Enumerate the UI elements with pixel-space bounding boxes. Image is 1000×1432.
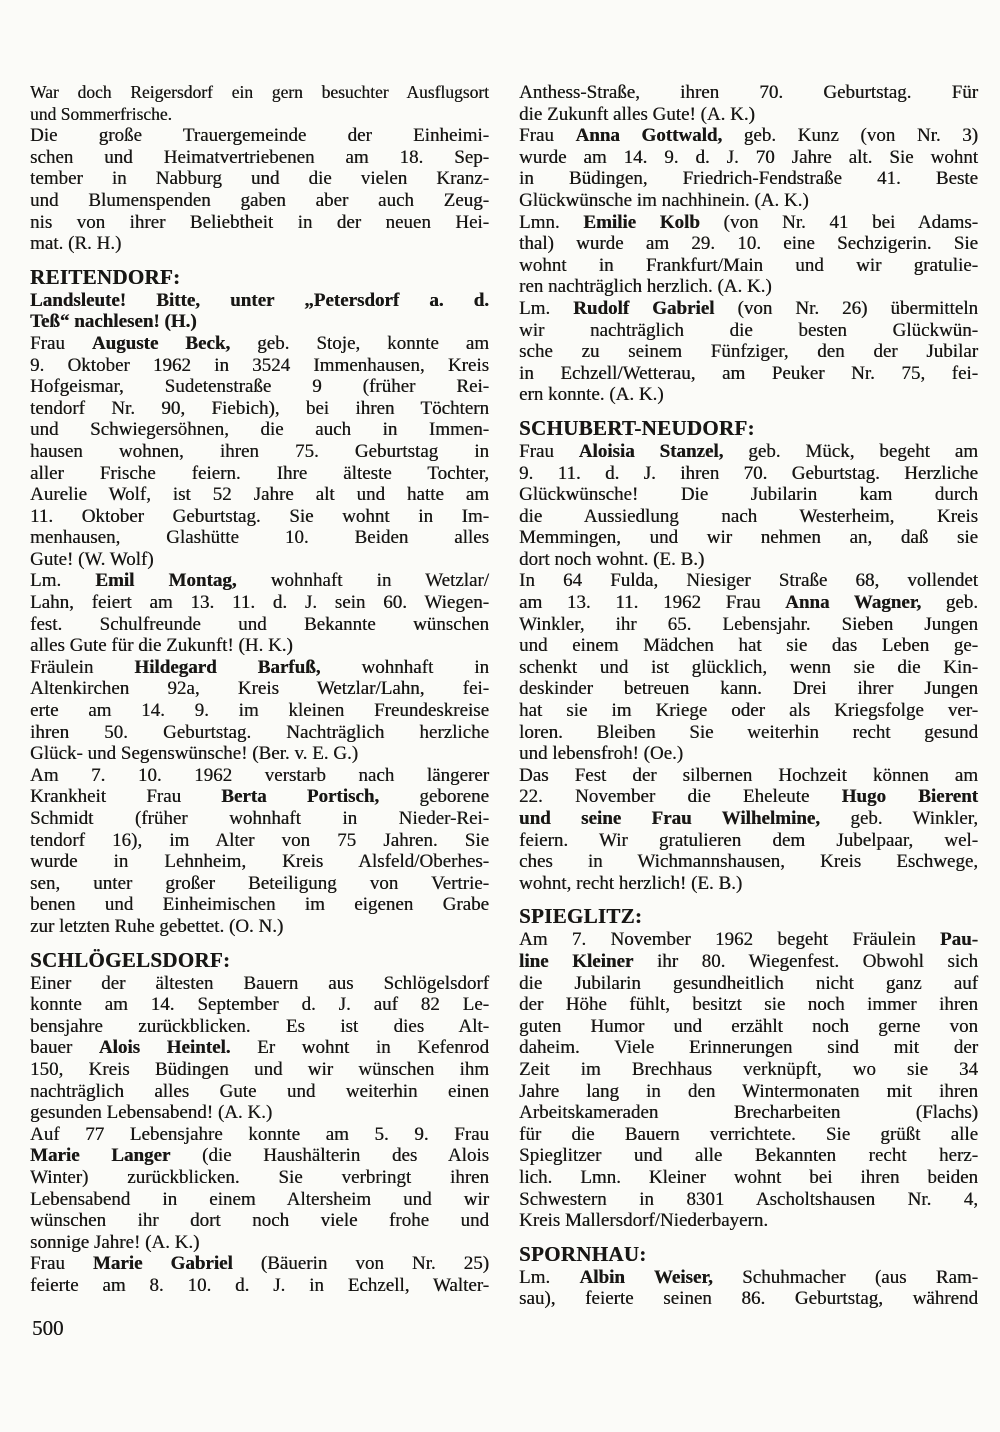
text-line: schen und Heimatvertriebenen am 18. Sep- xyxy=(30,146,489,168)
paragraph xyxy=(519,212,978,298)
text-line: und Sommerfrische. xyxy=(30,103,172,124)
text-line: 9. Oktober 1962 in 3524 Immenhausen, Kreis xyxy=(30,354,489,376)
section-heading: SCHUBERT-NEUDORF: xyxy=(519,415,755,440)
bold-text: Marie Gabriel xyxy=(92,1253,233,1275)
paragraph xyxy=(30,570,489,656)
regular-text: wohnhaft in xyxy=(320,656,489,678)
text-line: Jahre lang in den Wintermonaten mit ihren xyxy=(519,1080,978,1102)
regular-text: Lm. xyxy=(519,1266,580,1288)
paragraph xyxy=(519,82,978,125)
text-line: Schwestern in 8301 Ascholtshausen Nr. 4, xyxy=(519,1188,978,1210)
text-line: Hofgeismar, Sudetenstraße 9 (früher Rei- xyxy=(30,376,489,398)
regular-text: Krankheit Frau xyxy=(30,786,222,808)
text-line: ches in Wichmannshausen, Kreis Eschwege, xyxy=(519,851,978,873)
text-line: nis von ihrer Beliebtheit in der neuen Hei- xyxy=(30,211,489,233)
text-line: sau), feierte seinen 86. Geburtstag, während xyxy=(519,1288,978,1310)
bold-text: Hildegard Barfuß, xyxy=(134,656,321,678)
text-line: der Höhe fühlt, besitzt sie noch immer ihren xyxy=(519,994,978,1016)
text-line: die Jubilarin gesundheitlich nicht ganz auf xyxy=(519,972,978,994)
text-line: In 64 Fulda, Niesiger Straße 68, vollendet xyxy=(519,570,978,592)
text-line: hat sie im Kriege oder als Kriegsfolge ver- xyxy=(519,700,978,722)
regular-text: (von Nr. 26) übermitteln xyxy=(714,297,978,319)
text-line: konnte am 14. September d. J. auf 82 Le- xyxy=(30,994,489,1016)
bold-text: Berta Portisch, xyxy=(221,786,380,808)
regular-text: geb. xyxy=(921,592,978,614)
text-line: Gute! (W. Wolf) xyxy=(30,548,154,570)
text-line: benen und Einheimischen im eigenen Grabe xyxy=(30,894,489,916)
text-line xyxy=(30,333,489,355)
text-line: feiern. Wir gratulieren dem Jubelpaar, wel- xyxy=(519,829,978,851)
text-line xyxy=(30,311,489,333)
text-line xyxy=(30,1037,489,1059)
text-line xyxy=(519,929,978,951)
bold-text: Landsleute! Bitte, unter „Petersdorf a. d. xyxy=(30,289,489,311)
paragraph xyxy=(30,1124,489,1254)
text-line: tember in Nabburg und die vielen Kranz- xyxy=(30,168,489,190)
text-line: zur letzten Ruhe gebettet. (O. N.) xyxy=(30,915,284,937)
regular-text: (von Nr. 41 bei Adams- xyxy=(699,211,978,233)
text-line: und Schwiegersöhnen, die auch in Immen- xyxy=(30,419,489,441)
regular-text: am 13. 11. 1962 Frau xyxy=(519,592,786,614)
section-heading: SPIEGLITZ: xyxy=(519,904,643,929)
text-line: dort noch wohnt. (E. B.) xyxy=(519,548,705,570)
paragraph xyxy=(30,973,489,1124)
regular-text: wohnhaft in Wetzlar/ xyxy=(236,570,489,592)
regular-text: Frau xyxy=(519,125,576,147)
text-line xyxy=(30,657,489,679)
paragraph xyxy=(519,929,978,1231)
section-heading: SPORNHAU: xyxy=(519,1241,647,1266)
text-line: die Zukunft alles Gute! (A. K.) xyxy=(519,103,755,125)
regular-text: Lm. xyxy=(30,570,96,592)
text-line: Einer der ältesten Bauern aus Schlögelsdorf xyxy=(30,972,489,994)
text-line: feierte am 8. 10. d. J. in Echzell, Walter- xyxy=(30,1274,489,1296)
regular-text: geb. Mück, begeht am xyxy=(723,440,978,462)
page-number: 500 xyxy=(32,1316,64,1340)
text-line: wir nachträglich die besten Glückwün- xyxy=(519,319,978,341)
text-line: Anthess-Straße, ihren 70. Geburtstag. Für xyxy=(519,82,978,103)
text-line: Spieglitzer und alle Bekannten recht herz- xyxy=(519,1145,978,1167)
bold-text: Rudolf Gabriel xyxy=(573,297,715,319)
column-left xyxy=(30,82,489,1310)
text-line xyxy=(519,125,978,147)
text-line: Winkler, ihr 65. Lebensjahr. Sieben Jungen xyxy=(519,613,978,635)
text-line: und Blumenspenden gaben aber auch Zeug- xyxy=(30,189,489,211)
bold-text: Albin Weiser, xyxy=(579,1266,713,1288)
text-line xyxy=(519,298,978,320)
text-line: 11. Oktober Geburtstag. Sie wohnt in Im- xyxy=(30,505,489,527)
paragraph xyxy=(30,125,489,255)
regular-text: (die Haushälterin des Alois xyxy=(170,1145,490,1167)
text-line: loren. Bleiben Sie weiterhin recht gesund xyxy=(519,721,978,743)
text-line xyxy=(30,1145,489,1167)
paragraph xyxy=(519,125,978,211)
text-line xyxy=(30,1253,489,1275)
text-line: nachträglich alles Gute und weiterhin einen xyxy=(30,1080,489,1102)
text-line: in Büdingen, Friedrich-Fendstraße 41. Beste xyxy=(519,168,978,190)
bold-text: line Kleiner xyxy=(519,950,634,972)
text-line: wünschen ihr dort noch viele frohe und xyxy=(30,1210,489,1232)
text-line: schenkt und ist glücklich, wenn sie die Kin- xyxy=(519,656,978,678)
section-heading: SCHLÖGELSDORF: xyxy=(30,947,231,972)
text-line: War doch Reigersdorf ein gern besuchter Ausflugsort xyxy=(30,82,489,102)
paragraph xyxy=(519,570,978,764)
text-line xyxy=(519,951,978,973)
paragraph xyxy=(30,1253,489,1296)
text-line: daheim. Viele Erinnerungen sind mit der xyxy=(519,1037,978,1059)
regular-text: Fräulein xyxy=(30,656,135,678)
regular-text: Schuhmacher (aus Ram- xyxy=(712,1266,978,1288)
paragraph xyxy=(519,441,978,571)
bold-text: Hugo Bierent xyxy=(841,786,978,808)
text-line: Auf 77 Lebensjahre konnte am 5. 9. Frau xyxy=(30,1123,489,1145)
text-line: Aurelie Wolf, ist 52 Jahre alt und hatte am xyxy=(30,484,489,506)
text-line: und lebensfroh! (Oe.) xyxy=(519,743,684,765)
text-line xyxy=(30,786,489,808)
text-line: ern konnte. (A. K.) xyxy=(519,384,664,406)
regular-text: Lmn. xyxy=(519,211,584,233)
text-line: Glückwünsche! Die Jubilarin kam durch xyxy=(519,484,978,506)
bold-text: und seine Frau Wilhelmine, xyxy=(519,808,820,829)
regular-text: Frau xyxy=(30,332,92,354)
text-line: mat. (R. H.) xyxy=(30,233,122,255)
text-line: 9. 11. d. J. ihren 70. Geburtstag. Herzliche xyxy=(519,462,978,484)
text-line: bensjahre zurückblicken. Es ist dies Alt- xyxy=(30,1015,489,1037)
text-line: gesunden Lebensabend! (A. K.) xyxy=(30,1102,273,1124)
bold-text: Auguste Beck, xyxy=(91,332,231,354)
bold-text: Anna Wagner, xyxy=(785,592,922,614)
text-line: Lebensabend in einem Altersheim und wir xyxy=(30,1188,489,1210)
text-line: Lahn, feiert am 13. 11. d. J. sein 60. Wiegen- xyxy=(30,592,489,614)
text-line: für die Bauern verrichtete. Sie grüßt alle xyxy=(519,1123,978,1145)
bold-text: Marie Langer xyxy=(30,1145,171,1167)
text-line: deskinder betreuen kann. Drei ihrer Jungen xyxy=(519,678,978,700)
regular-text: geb. Kunz (von Nr. 3) xyxy=(722,125,979,147)
paragraph xyxy=(30,657,489,765)
text-line xyxy=(30,570,489,592)
column-right xyxy=(519,82,978,1310)
paragraph xyxy=(30,290,489,333)
regular-text: geb. Winkler, xyxy=(819,808,978,829)
regular-text: (Bäuerin von Nr. 25) xyxy=(232,1253,489,1275)
text-line: ren nachträglich herzlich. (A. K.) xyxy=(519,276,772,298)
text-line: ihren 50. Geburtstag. Nachträglich herzliche xyxy=(30,721,489,743)
text-line xyxy=(519,212,978,234)
text-line: Das Fest der silbernen Hochzeit können am xyxy=(519,764,978,786)
text-line: Altenkirchen 92a, Kreis Wetzlar/Lahn, fei- xyxy=(30,678,489,700)
bold-text: Anna Gottwald, xyxy=(575,125,723,147)
text-line: und einem Mädchen hat sie das Leben ge- xyxy=(519,635,978,657)
text-line: Am 7. 10. 1962 verstarb nach längerer xyxy=(30,764,489,786)
text-line: Die große Trauergemeinde der Einheimi- xyxy=(30,125,489,147)
text-line: lich. Lmn. Kleiner wohnt bei ihren beiden xyxy=(519,1166,978,1188)
text-line xyxy=(519,441,978,463)
text-line: Memmingen, und wir nehmen an, daß sie xyxy=(519,527,978,549)
text-line: sonnige Jahre! (A. K.) xyxy=(30,1231,200,1253)
text-line: wurde am 14. 9. d. J. 70 Jahre alt. Sie wohnt xyxy=(519,146,978,168)
regular-text: Am 7. November 1962 begeht Fräulein xyxy=(519,929,940,951)
text-line: Schmidt (früher wohnhaft in Nieder-Rei- xyxy=(30,808,489,829)
text-line xyxy=(30,290,489,312)
text-line: thal) wurde am 29. 10. eine Sechzigerin. Sie xyxy=(519,233,978,255)
regular-text: ihr 80. Wiegenfest. Obwohl sich xyxy=(633,950,978,972)
text-line: guten Humor und erzählt noch gerne von xyxy=(519,1015,978,1037)
text-line: 150, Kreis Büdingen und wir wünschen ihm xyxy=(30,1058,489,1080)
text-line: menhausen, Glashütte 10. Beiden alles xyxy=(30,527,489,549)
regular-text: Frau xyxy=(30,1253,93,1275)
text-line: sche zu seinem Fünfziger, den der Jubilar xyxy=(519,341,978,363)
text-line: hausen wohnen, ihren 75. Geburtstag in xyxy=(30,440,489,462)
text-line: sen, unter großer Beteiligung von Vertrie- xyxy=(30,872,489,894)
paragraph xyxy=(30,765,489,938)
text-line: die Aussiedlung nach Westerheim, Kreis xyxy=(519,505,978,527)
text-line: Winter) zurückblicken. Sie verbringt ihren xyxy=(30,1166,489,1188)
paragraph xyxy=(30,333,489,571)
text-line: aller Frische feiern. Ihre älteste Tochter, xyxy=(30,462,489,484)
paragraph xyxy=(519,765,978,895)
bold-text: Teß“ nachlesen! (H.) xyxy=(30,311,197,333)
text-line: Glück- und Segenswünsche! (Ber. v. E. G.) xyxy=(30,743,359,765)
text-line xyxy=(519,1267,978,1289)
bold-text: Emilie Kolb xyxy=(583,211,700,233)
text-line: fest. Schulfreunde und Bekannte wünschen xyxy=(30,613,489,635)
text-line: Zeit im Brechhaus verknüpft, wo sie 34 xyxy=(519,1058,978,1080)
text-line: tendorf 16), im Alter von 75 Jahren. Sie xyxy=(30,829,489,851)
regular-text: geborene xyxy=(379,786,489,808)
regular-text: bauer xyxy=(30,1037,99,1059)
text-line: wurde in Lehnheim, Kreis Alsfeld/Oberhes- xyxy=(30,851,489,873)
text-line xyxy=(519,592,978,614)
text-line: wohnt in Frankfurt/Main und wir gratulie- xyxy=(519,254,978,276)
bold-text: Alois Heintel. xyxy=(98,1037,231,1059)
text-line xyxy=(519,786,978,808)
text-line xyxy=(519,808,978,830)
text-line: tendorf Nr. 90, Fiebich), bei ihren Töchtern xyxy=(30,397,489,419)
text-line: erte am 14. 9. im kleinen Freundeskreise xyxy=(30,700,489,722)
text-line: in Echzell/Wetterau, am Peuker Nr. 75, fei- xyxy=(519,362,978,384)
text-columns xyxy=(30,82,978,1310)
text-line: Arbeitskameraden Brecharbeiten (Flachs) xyxy=(519,1102,978,1124)
regular-text: Frau xyxy=(519,440,579,462)
paragraph xyxy=(519,298,978,406)
text-line: Glückwünsche im nachhinein. (A. K.) xyxy=(519,189,809,211)
paragraph xyxy=(30,82,489,125)
regular-text: 22. November die Eheleute xyxy=(519,786,842,808)
section-heading: REITENDORF: xyxy=(30,264,181,289)
bold-text: Emil Montag, xyxy=(95,570,237,592)
bold-text: Aloisia Stanzel, xyxy=(578,440,724,462)
paragraph xyxy=(519,1267,978,1310)
bold-text: Pau- xyxy=(940,929,978,951)
text-line: Kreis Mallersdorf/Niederbayern. xyxy=(519,1210,769,1232)
regular-text: Er wohnt in Kefenrod xyxy=(230,1037,489,1059)
text-line: wohnt, recht herzlich! (E. B.) xyxy=(519,872,743,894)
regular-text: Lm. xyxy=(519,297,574,319)
regular-text: geb. Stoje, konnte am xyxy=(230,332,490,354)
text-line: alles Gute für die Zukunft! (H. K.) xyxy=(30,635,293,657)
